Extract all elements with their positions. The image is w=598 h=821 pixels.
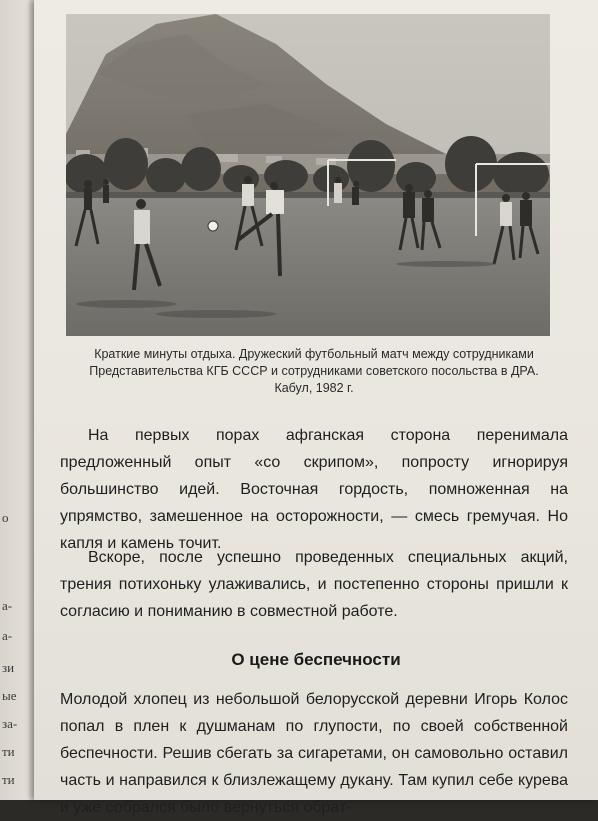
ball-icon — [208, 221, 218, 231]
adjacent-page-fragment: ые — [2, 688, 17, 703]
football-photo — [66, 14, 550, 336]
paragraph: Вскоре, после успешно проведенных специальных акций, трения потихоньку улаживались, и постепенно стороны пришли к согласию и пониманию в совместной работе. — [60, 549, 568, 620]
section-heading: О цене беспечности — [231, 650, 401, 669]
caption-line: Представительства КГБ СССР и сотрудниками советского посольства в ДРА. — [89, 364, 539, 378]
paragraph: На первых порах афганская сторона перенимала предложенный опыт «со скрипом», попросту игнорируя большинство идей. Восточная гордость, помноженная на упрямство, замешенное на осторожности, — смесь гремучая. Но капля и камень точит. — [60, 427, 568, 552]
adjacent-page-fragment: ти — [2, 772, 15, 787]
caption-line: Краткие минуты отдыха. Дружеский футбольный матч между сотрудниками — [94, 347, 534, 361]
adjacent-page-fragment: а- — [2, 628, 13, 643]
football-photo-illustration — [66, 14, 550, 336]
adjacent-page-fragment: а- — [2, 598, 13, 613]
adjacent-page-fragment: зи — [2, 660, 15, 675]
book-page — [34, 0, 598, 816]
paragraph: Молодой хлопец из небольшой белорусской деревни Игорь Колос попал в плен к душманам по глупости, по своей собственной беспечности. Решив сбегать за сигаретами, он самовольно оставил часть и направился к близлежащему дукану. Там купил себе курева и уже собрался было вернуться обрат- — [60, 691, 568, 816]
adjacent-page-fragment: ти — [2, 744, 15, 759]
adjacent-page-fragment: о — [2, 510, 9, 525]
caption-line: Кабул, 1982 г. — [274, 381, 354, 395]
adjacent-page-fragment: за- — [2, 716, 18, 731]
photo-caption — [54, 346, 574, 397]
